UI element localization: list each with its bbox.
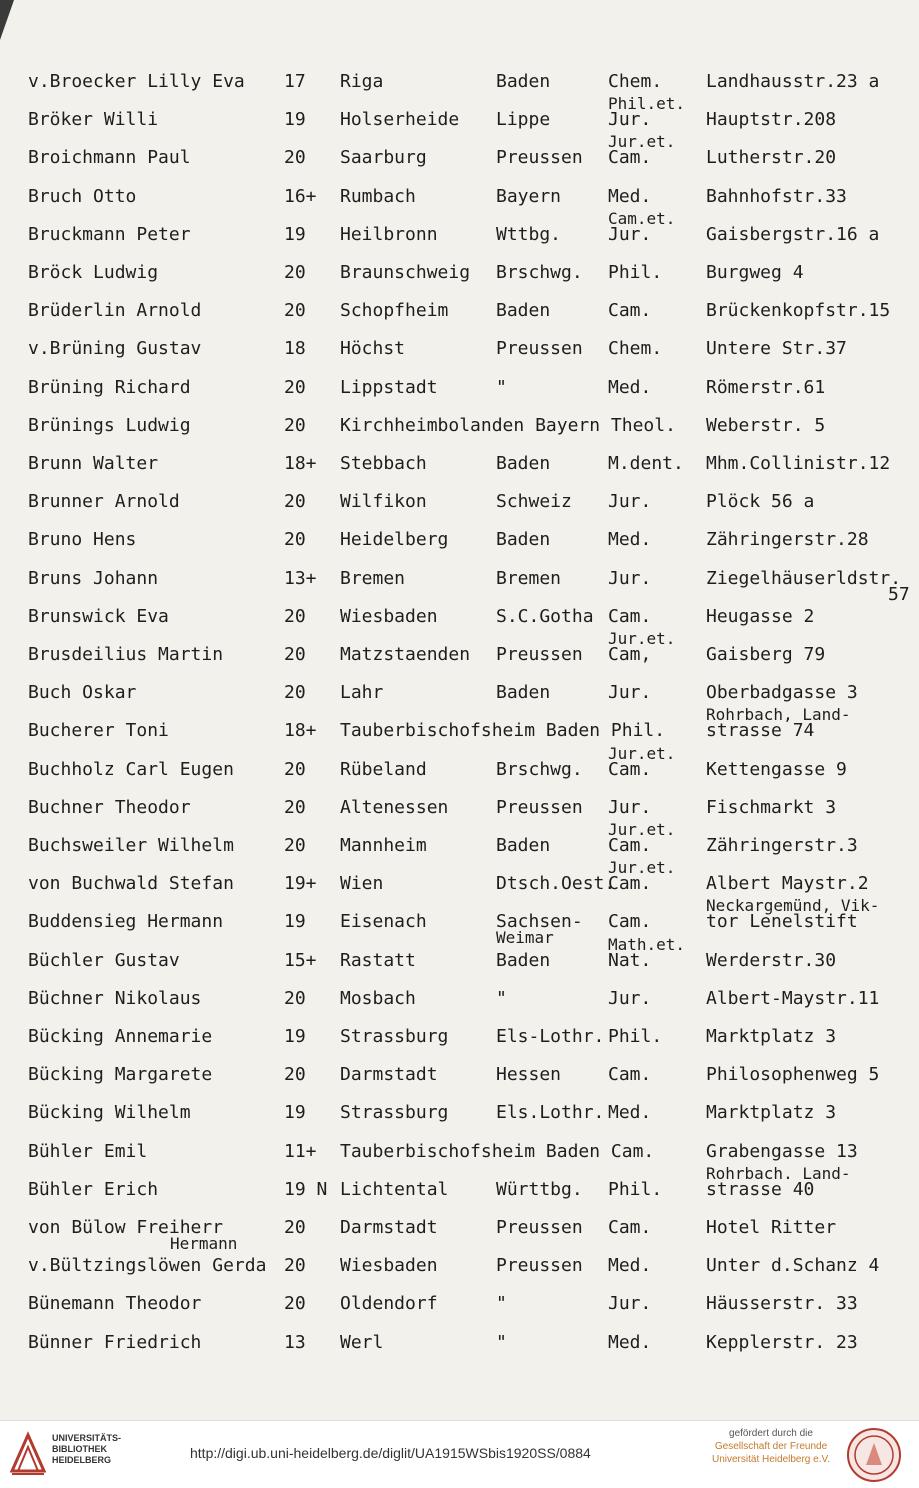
faculty: Jur. <box>608 796 652 818</box>
address: Römerstr.61 <box>706 376 826 398</box>
birthplace: Lahr <box>340 682 384 704</box>
birthplace: Holserheide <box>340 109 460 131</box>
register-row <box>0 454 919 492</box>
birthplace: Darmstadt <box>340 1217 438 1238</box>
home-state: Brschwg. <box>496 758 583 780</box>
address: Hotel Ritter <box>706 1217 837 1238</box>
faculty: Jur. <box>608 567 652 589</box>
register-row <box>0 132 919 186</box>
semester-count: 20 <box>284 796 306 818</box>
semester-count: 20 <box>284 491 306 513</box>
home-state: Hessen <box>496 1064 562 1086</box>
faculty-prefix: Math.et. <box>608 934 686 954</box>
semester-count: 17 <box>284 71 306 92</box>
faculty: Cam. <box>608 147 652 169</box>
register-row <box>0 208 919 263</box>
semester-count: 18+ <box>284 720 317 742</box>
faculty: Jur. <box>608 109 652 131</box>
home-state: Baden <box>496 453 551 474</box>
home-state: Wttbg. <box>496 223 562 245</box>
student-name: Buchsweiler Wilhelm <box>28 835 234 856</box>
semester-count: 19 N <box>284 1178 328 1200</box>
birthplace: Heilbronn <box>340 223 438 245</box>
faculty-prefix: Jur.et. <box>608 629 676 648</box>
semester-count: 20 <box>284 262 306 283</box>
student-name: Bruno Hens <box>28 529 137 551</box>
birthplace: Lippstadt <box>340 376 438 398</box>
home-state: " <box>496 1331 507 1353</box>
address: Plöck 56 a <box>706 491 815 513</box>
university-library-logo-icon <box>10 1431 46 1477</box>
birthplace: Rübeland <box>340 758 427 780</box>
student-name: Brüderlin Arnold <box>28 300 202 322</box>
home-state: Preussen <box>496 796 583 818</box>
student-name: Bruns Johann <box>28 567 159 589</box>
semester-count: 18+ <box>284 453 317 474</box>
faculty: Med. <box>608 529 652 551</box>
faculty: Cam. <box>608 605 652 627</box>
register-row <box>0 339 919 377</box>
faculty: Jur. <box>608 491 652 513</box>
student-name: von Buchwald Stefan <box>28 873 234 895</box>
semester-count: 19+ <box>284 873 317 895</box>
address: Hauptstr.208 <box>706 109 837 131</box>
student-name: Bünemann Theodor <box>28 1293 202 1315</box>
student-name: Broichmann Paul <box>28 147 191 169</box>
home-state: Lippe <box>496 109 551 131</box>
faculty: Med. <box>608 1102 652 1124</box>
faculty: Chem. <box>608 71 663 92</box>
student-name: Brunn Walter <box>28 453 159 474</box>
student-name: v.Brüning Gustav <box>28 338 202 360</box>
address: Oberbadgasse 3 <box>706 682 858 704</box>
register-row <box>0 607 919 645</box>
home-state: Preussen <box>496 1255 583 1277</box>
semester-count: 11+ <box>284 1140 317 1162</box>
register-row <box>0 1163 919 1218</box>
footer-bar <box>0 1420 919 1488</box>
address: Marktplatz 3 <box>706 1026 837 1047</box>
faculty: Jur. <box>608 987 652 1009</box>
address: Albert-Maystr.11 <box>706 987 880 1009</box>
student-name: Bruch Otto <box>28 185 137 207</box>
register-row <box>0 416 919 454</box>
student-name: Bühler Emil <box>28 1140 148 1162</box>
student-name: Bruckmann Peter <box>28 223 191 245</box>
faculty: Cam. <box>608 1217 652 1238</box>
register-row <box>0 629 919 683</box>
birthplace: Saarburg <box>340 147 427 169</box>
home-state: Württbg. <box>496 1178 583 1200</box>
address: strasse 40 <box>706 1178 815 1200</box>
semester-count: 19 <box>284 1026 306 1047</box>
home-state-continued: Weimar <box>496 928 554 948</box>
address: Landhausstr.23 a <box>706 71 880 92</box>
birthplace: Matzstaenden <box>340 644 471 665</box>
home-state: Brschwg. <box>496 262 583 283</box>
semester-count: 13+ <box>284 567 317 589</box>
semester-count: 20 <box>284 605 306 627</box>
register-row <box>0 569 919 607</box>
student-name: Buddensieg Hermann <box>28 911 224 933</box>
birthplace: Mannheim <box>340 835 427 856</box>
birthplace: Mosbach <box>340 987 416 1009</box>
birthplace: Strassburg <box>340 1026 449 1047</box>
home-state: Els-Lothr. <box>496 1026 605 1047</box>
student-name: v.Bültzingslöwen Gerda <box>28 1255 267 1277</box>
register-row <box>0 94 919 148</box>
student-name: Bröker Willi <box>28 109 159 131</box>
semester-count: 20 <box>284 1255 306 1277</box>
semester-count: 20 <box>284 644 306 665</box>
faculty: Cam. <box>608 300 652 322</box>
faculty: Cam. <box>608 1064 652 1086</box>
student-name: Brunswick Eva <box>28 605 169 627</box>
library-name <box>52 1433 121 1466</box>
register-row <box>0 896 919 950</box>
birthplace: Rumbach <box>340 185 416 207</box>
register-row <box>0 301 919 339</box>
home-state: S.C.Gotha <box>496 605 594 627</box>
home-state: Baden <box>496 949 551 971</box>
home-state: Preussen <box>496 338 583 360</box>
birthplace: Altenessen <box>340 796 449 818</box>
faculty: Phil. <box>608 1178 663 1200</box>
sponsor-org-line-1: Gesellschaft der Freunde <box>714 1441 828 1452</box>
semester-count: 20 <box>284 300 306 322</box>
student-name: Bünner Friedrich <box>28 1331 202 1353</box>
home-state: Sachsen- <box>496 911 583 933</box>
semester-count: 20 <box>284 147 306 169</box>
address: strasse 74 <box>706 720 815 742</box>
home-state: Baden <box>496 300 551 322</box>
semester-count: 19 <box>284 911 306 933</box>
address: Werderstr.30 <box>706 949 837 971</box>
address: Kettengasse 9 <box>706 758 847 780</box>
library-name-line-3: HEIDELBERG <box>52 1455 112 1465</box>
sponsor-line: gefördert durch die <box>729 1428 813 1439</box>
home-state: Preussen <box>496 1217 583 1238</box>
library-name-line-2: BIBLIOTHEK <box>52 1444 107 1454</box>
student-name: Brunner Arnold <box>28 491 180 513</box>
student-name: Buchner Theodor <box>28 796 191 818</box>
birthplace: Braunschweig <box>340 262 471 283</box>
address-prefix: Neckargemünd, Vik- <box>706 896 880 916</box>
student-name: Bücking Annemarie <box>28 1026 213 1047</box>
birthplace: Wilfikon <box>340 491 427 513</box>
birthplace: Eisenach <box>340 911 427 933</box>
address: tor Lenelstift <box>706 911 858 933</box>
birthplace: Kirchheimbolanden Bayern Theol. <box>340 414 676 436</box>
birthplace: Höchst <box>340 338 406 360</box>
birthplace: Wien <box>340 873 384 895</box>
faculty: Cam. <box>608 835 652 856</box>
semester-count: 20 <box>284 529 306 551</box>
birthplace: Wiesbaden <box>340 605 438 627</box>
address: Lutherstr.20 <box>706 147 837 169</box>
address: Grabengasse 13 <box>706 1140 858 1162</box>
address: Fischmarkt 3 <box>706 796 837 818</box>
register-row <box>0 743 919 798</box>
semester-count: 20 <box>284 682 306 704</box>
semester-count: 19 <box>284 109 306 131</box>
faculty-prefix: Jur.et. <box>608 743 676 763</box>
address: Ziegelhäuserldstr. <box>706 567 902 589</box>
semester-count: 18 <box>284 338 306 360</box>
address: Kepplerstr. 23 <box>706 1331 858 1353</box>
address: Gaisbergstr.16 a <box>706 223 880 245</box>
register-row <box>0 1065 919 1103</box>
home-state: Baden <box>496 682 551 704</box>
address: Philosophenweg 5 <box>706 1064 880 1086</box>
semester-count: 20 <box>284 835 306 856</box>
birthplace: Strassburg <box>340 1102 449 1124</box>
address: Bahnhofstr.33 <box>706 185 847 207</box>
home-state: Bremen <box>496 567 562 589</box>
sponsor-org-line-2: Universität Heidelberg e.V. <box>711 1454 831 1465</box>
birthplace: Schopfheim <box>340 300 449 322</box>
student-name: v.Broecker Lilly Eva <box>28 71 245 92</box>
address: Häusserstr. 33 <box>706 1293 858 1315</box>
birthplace: Stebbach <box>340 453 427 474</box>
birthplace: Riga <box>340 71 384 92</box>
faculty: Jur. <box>608 682 652 704</box>
register-row <box>0 72 919 110</box>
library-name-line-1: UNIVERSITÄTS- <box>52 1433 122 1443</box>
register-row <box>0 1294 919 1332</box>
address: Weberstr. 5 <box>706 414 826 436</box>
address-continued: 57 <box>888 583 910 605</box>
faculty: Med. <box>608 1255 652 1277</box>
birthplace: Lichtental <box>340 1178 449 1200</box>
semester-count: 16+ <box>284 185 317 207</box>
register-row <box>0 263 919 301</box>
faculty-prefix: Cam.et. <box>608 208 676 228</box>
address: Burgweg 4 <box>706 262 804 283</box>
birthplace: Oldendorf <box>340 1293 438 1315</box>
register-row <box>0 187 919 225</box>
home-state: Schweiz <box>496 491 572 513</box>
semester-count: 19 <box>284 223 306 245</box>
student-name: Bröck Ludwig <box>28 262 159 283</box>
home-state: " <box>496 376 507 398</box>
address: Zähringerstr.3 <box>706 835 858 856</box>
address: Gaisberg 79 <box>706 644 826 665</box>
register-row <box>0 705 919 759</box>
semester-count: 19 <box>284 1102 306 1124</box>
student-name: Brusdeilius Martin <box>28 644 224 665</box>
faculty: Cam, <box>608 644 652 665</box>
student-name: Bücking Margarete <box>28 1064 213 1086</box>
student-name: Bücking Wilhelm <box>28 1102 191 1124</box>
address: Brückenkopfstr.15 <box>706 300 891 322</box>
university-seal-icon <box>846 1427 902 1483</box>
student-name: von Bülow Freiherr <box>28 1217 224 1238</box>
register-row <box>0 820 919 874</box>
address: Mhm.Collinistr.12 <box>706 453 891 474</box>
faculty: Med. <box>608 376 652 398</box>
faculty: Jur. <box>608 1293 652 1315</box>
student-name: Buch Oskar <box>28 682 137 704</box>
semester-count: 20 <box>284 376 306 398</box>
register-row <box>0 1256 919 1294</box>
birthplace: Heidelberg <box>340 529 449 551</box>
faculty: Med. <box>608 1331 652 1353</box>
student-name: Brünings Ludwig <box>28 414 191 436</box>
address: Zähringerstr.28 <box>706 529 869 551</box>
faculty: Cam. <box>608 911 652 933</box>
address: Unter d.Schanz 4 <box>706 1255 880 1277</box>
address-prefix: Rohrbach. Land- <box>706 1163 851 1183</box>
faculty-prefix: Jur.et. <box>608 132 676 152</box>
semester-count: 20 <box>284 1217 306 1238</box>
home-state: Preussen <box>496 147 583 169</box>
semester-count: 13 <box>284 1331 306 1353</box>
sponsor-note <box>706 1427 836 1466</box>
faculty: Cam. <box>608 873 652 895</box>
faculty: Nat. <box>608 949 652 971</box>
faculty: Chem. <box>608 338 663 360</box>
register-row <box>0 378 919 416</box>
student-name: Brüning Richard <box>28 376 191 398</box>
address: Untere Str.37 <box>706 338 847 360</box>
register-row <box>0 1103 919 1141</box>
faculty-prefix: Phil.et. <box>608 94 686 114</box>
register-row <box>0 989 919 1027</box>
register-row <box>0 1027 919 1065</box>
home-state: Els.Lothr. <box>496 1102 605 1124</box>
birthplace: Darmstadt <box>340 1064 438 1086</box>
semester-count: 20 <box>284 414 306 436</box>
address: Heugasse 2 <box>706 605 815 627</box>
home-state: Dtsch.Oest. <box>496 873 616 895</box>
faculty-prefix: Jur.et. <box>608 820 676 839</box>
register-row <box>0 1218 919 1256</box>
faculty: Cam. <box>608 758 652 780</box>
semester-count: 20 <box>284 1064 306 1086</box>
semester-count: 20 <box>284 1293 306 1315</box>
faculty: M.dent. <box>608 453 684 474</box>
birthplace: Werl <box>340 1331 384 1353</box>
address-prefix: Rohrbach, Land- <box>706 705 851 725</box>
register-row <box>0 1333 919 1371</box>
faculty: Med. <box>608 185 652 207</box>
home-state: Baden <box>496 529 551 551</box>
student-name: Bucherer Toni <box>28 720 169 742</box>
register-row <box>0 492 919 530</box>
semester-count: 15+ <box>284 949 317 971</box>
home-state: " <box>496 987 507 1009</box>
faculty: Jur. <box>608 223 652 245</box>
semester-count: 20 <box>284 758 306 780</box>
register-row <box>0 530 919 568</box>
faculty: Phil. <box>608 262 663 283</box>
home-state: " <box>496 1293 507 1315</box>
home-state: Baden <box>496 71 551 92</box>
semester-count: 20 <box>284 987 306 1009</box>
faculty-prefix: Jur.et. <box>608 858 676 878</box>
home-state: Bayern <box>496 185 562 207</box>
home-state: Preussen <box>496 644 583 665</box>
birthplace: Bremen <box>340 567 406 589</box>
page-corner-fold <box>0 0 14 40</box>
source-url-link[interactable]: http://digi.ub.uni-heidelberg.de/diglit/UA1915WSbis1920SS/0884 <box>190 1445 591 1461</box>
birthplace: Rastatt <box>340 949 416 971</box>
student-name: Buchholz Carl Eugen <box>28 758 234 780</box>
student-name: Bühler Erich <box>28 1178 159 1200</box>
birthplace: Wiesbaden <box>340 1255 438 1277</box>
birthplace: Tauberbischofsheim Baden Phil. <box>340 720 666 742</box>
student-name: Büchler Gustav <box>28 949 180 971</box>
student-name: Büchner Nikolaus <box>28 987 202 1009</box>
address: Marktplatz 3 <box>706 1102 837 1124</box>
address: Albert Maystr.2 <box>706 873 869 895</box>
birthplace: Tauberbischofsheim Baden Cam. <box>340 1140 655 1162</box>
student-name-continued: Hermann <box>170 1234 238 1253</box>
register-row <box>0 798 919 836</box>
faculty: Phil. <box>608 1026 663 1047</box>
home-state: Baden <box>496 835 551 856</box>
